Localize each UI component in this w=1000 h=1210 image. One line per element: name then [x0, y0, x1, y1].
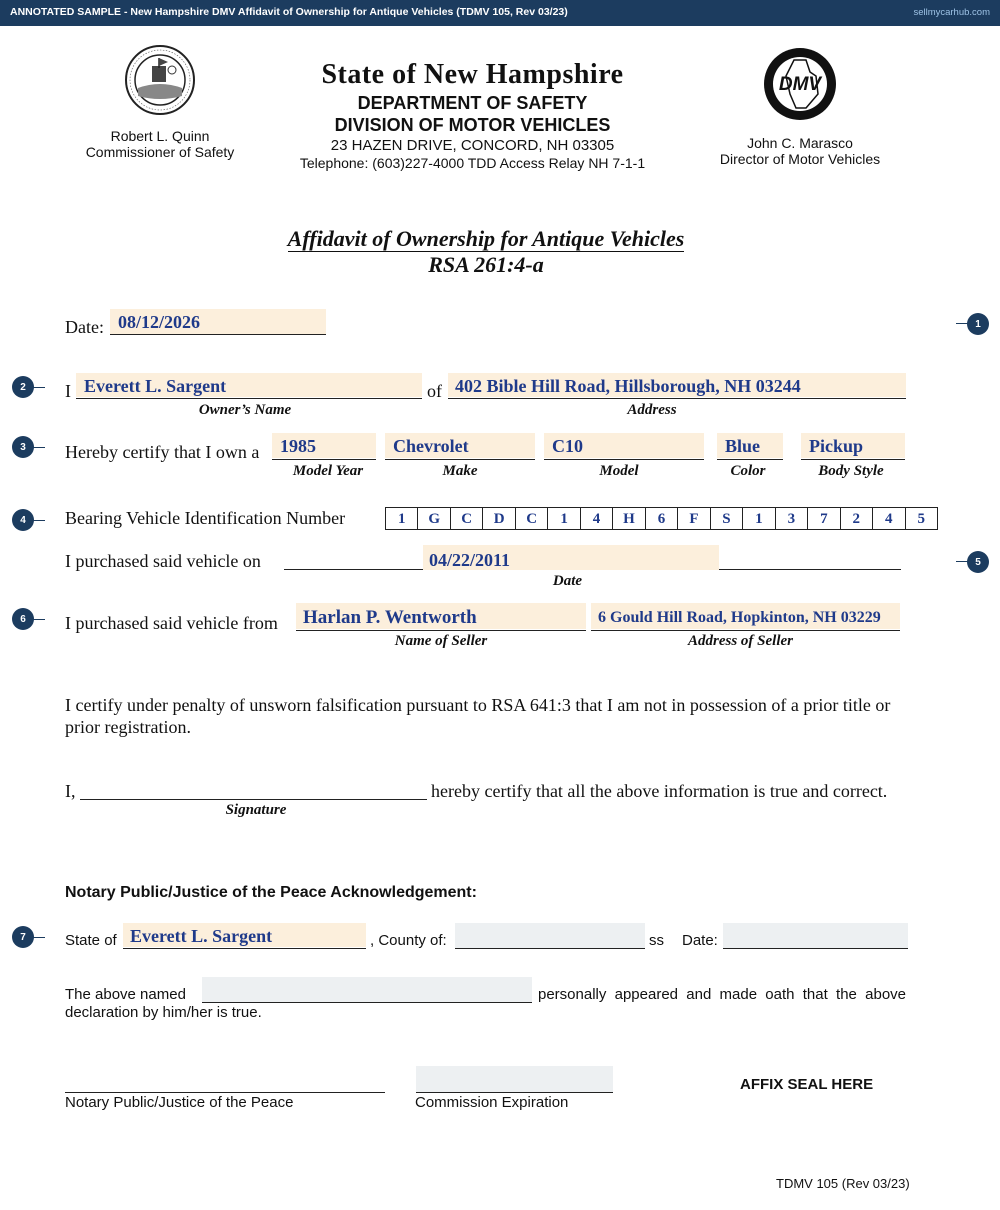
purchased-from-label: I purchased said vehicle from — [65, 613, 278, 633]
division-name: DIVISION OF MOTOR VEHICLES — [334, 115, 611, 135]
above-named-label: The above named — [65, 986, 186, 1003]
model-caption: Model — [599, 463, 639, 479]
form-title: Affidavit of Ownership for Antique Vehicles — [287, 226, 685, 251]
nh-state-seal-icon — [124, 44, 196, 116]
notary-date-label: Date: — [682, 932, 718, 949]
owner-address-caption: Address — [627, 402, 677, 418]
purchase-date-field[interactable] — [284, 545, 901, 570]
i-label: I — [65, 381, 71, 401]
annotation-marker-2[interactable]: 2 — [12, 376, 34, 398]
notary-state-value: Everett L. Sargent — [130, 926, 273, 946]
vin-char: 6 — [646, 508, 678, 529]
make-caption: Make — [442, 463, 478, 479]
vin-char: C — [451, 508, 483, 529]
signature-caption: Signature — [225, 802, 287, 818]
model-year-field[interactable] — [272, 433, 376, 460]
oath-text: personally appeared and made oath that the above — [538, 986, 906, 1003]
commission-expiration-caption: Commission Expiration — [415, 1094, 569, 1111]
signature-suffix: hereby certify that all the above information is true and correct. — [431, 781, 888, 801]
vin-char: G — [418, 508, 450, 529]
declaration-text: declaration by him/her is true. — [65, 1004, 262, 1021]
signature-field[interactable] — [80, 779, 427, 800]
purchased-on-label: I purchased said vehicle on — [65, 551, 261, 571]
commissioner-name: Robert L. Quinn — [110, 128, 210, 144]
form-subtitle: RSA 261:4-a — [428, 252, 544, 277]
form-id: TDMV 105 (Rev 03/23) — [776, 1176, 910, 1191]
penalty-statement: I certify under penalty of unsworn falsification pursuant to RSA 641:3 that I am not in possession of a prior title or prior registration. — [65, 695, 891, 737]
notary-state-label: State of — [65, 932, 117, 949]
seller-name-value: Harlan P. Wentworth — [303, 607, 477, 628]
color-field[interactable] — [717, 433, 783, 460]
seller-address-value: 6 Gould Hill Road, Hopkinton, NH 03229 — [598, 609, 881, 626]
marker-connector — [33, 387, 45, 388]
body-style-value: Pickup — [809, 436, 864, 456]
vin-char: C — [516, 508, 548, 529]
annotation-marker-1[interactable]: 1 — [967, 313, 989, 335]
annotation-marker-4[interactable]: 4 — [12, 509, 34, 531]
affix-seal-label: AFFIX SEAL HERE — [740, 1076, 874, 1093]
purchase-date-value: 04/22/2011 — [429, 550, 511, 570]
color-value: Blue — [725, 436, 761, 456]
vin-char: 4 — [581, 508, 613, 529]
certify-label: Hereby certify that I own a — [65, 442, 260, 462]
vin-char: 1 — [386, 508, 418, 529]
purchase-date-caption: Date — [552, 573, 583, 589]
model-year-caption: Model Year — [292, 463, 364, 479]
county-field[interactable] — [455, 923, 645, 949]
commissioner-block — [60, 128, 260, 160]
agency-header — [270, 58, 675, 172]
vin-char: 2 — [841, 508, 873, 529]
marker-connector — [33, 937, 45, 938]
body-style-caption: Body Style — [818, 463, 884, 479]
date-value: 08/12/2026 — [118, 312, 201, 332]
marker-connector — [33, 520, 45, 521]
owner-address-value: 402 Bible Hill Road, Hillsborough, NH 03244 — [455, 376, 801, 396]
seller-address-field[interactable] — [591, 603, 900, 631]
agency-phone: Telephone: (603)227-4000 TDD Access Relay NH 7-1-1 — [299, 155, 646, 171]
model-field[interactable] — [544, 433, 704, 460]
banner-title: ANNOTATED SAMPLE - New Hampshire DMV Affidavit of Ownership for Antique Vehicles (TDMV 105, Rev 03/23) — [10, 6, 568, 18]
model-year-value: 1985 — [280, 436, 316, 456]
nh-dmv-seal-icon — [762, 46, 838, 122]
seller-name-field[interactable] — [296, 603, 586, 631]
commission-expiration-field[interactable] — [416, 1066, 613, 1093]
notary-state-field[interactable] — [123, 923, 366, 949]
of-label: of — [427, 381, 442, 401]
body-style-field[interactable] — [801, 433, 905, 460]
owner-name-caption: Owner’s Name — [198, 402, 292, 418]
vin-char: 5 — [917, 511, 925, 527]
dmv-logo-text: DMV — [778, 74, 822, 95]
notary-heading: Notary Public/Justice of the Peace Acknowledgement: — [65, 884, 477, 901]
model-value: C10 — [552, 436, 583, 456]
annotation-marker-3[interactable]: 3 — [12, 436, 34, 458]
annotation-marker-5[interactable]: 5 — [967, 551, 989, 573]
department-name: DEPARTMENT OF SAFETY — [357, 93, 588, 113]
make-value: Chevrolet — [393, 436, 469, 456]
marker-connector — [33, 619, 45, 620]
state-name: State of New Hampshire — [321, 59, 624, 90]
form-title-block — [0, 226, 972, 278]
vin-char: F — [678, 508, 710, 529]
annotation-marker-6[interactable]: 6 — [12, 608, 34, 630]
annotation-marker-7[interactable]: 7 — [12, 926, 34, 948]
vin-char: D — [483, 508, 515, 529]
notary-date-field[interactable] — [723, 923, 908, 949]
signature-prefix: I, — [65, 781, 76, 801]
agency-address: 23 HAZEN DRIVE, CONCORD, NH 03305 — [330, 137, 615, 154]
banner-site-link[interactable]: sellmycarhub.com — [913, 7, 990, 18]
date-label: Date: — [65, 317, 104, 337]
vin-char: 1 — [743, 508, 775, 529]
seller-address-caption: Address of Seller — [688, 633, 793, 649]
commissioner-title: Commissioner of Safety — [85, 144, 235, 160]
annotation-banner — [0, 0, 1000, 26]
director-title: Director of Motor Vehicles — [719, 151, 881, 167]
owner-name-value: Everett L. Sargent — [84, 376, 227, 396]
vin-char: 1 — [548, 508, 580, 529]
seller-name-caption: Name of Seller — [394, 633, 488, 649]
notary-signature-caption: Notary Public/Justice of the Peace — [65, 1094, 294, 1111]
county-label: , County of: — [370, 932, 447, 949]
director-name: John C. Marasco — [747, 135, 853, 151]
vin-char: S — [711, 508, 743, 529]
above-named-field[interactable] — [202, 977, 532, 1003]
owner-address-field[interactable] — [448, 373, 906, 399]
vin-char: H — [613, 508, 645, 529]
owner-name-field[interactable] — [76, 373, 422, 399]
marker-connector — [33, 447, 45, 448]
date-field[interactable] — [110, 309, 326, 335]
vin-label: Bearing Vehicle Identification Number — [65, 508, 346, 528]
make-field[interactable] — [385, 433, 535, 460]
director-block — [700, 135, 900, 167]
color-caption: Color — [730, 463, 766, 479]
ss-label: ss — [649, 932, 664, 949]
vin-char: 3 — [776, 508, 808, 529]
vin-char: 7 — [808, 508, 840, 529]
notary-signature-field[interactable] — [65, 1074, 385, 1093]
vin-char: 4 — [873, 508, 905, 529]
vin-boxes[interactable] — [385, 507, 938, 530]
